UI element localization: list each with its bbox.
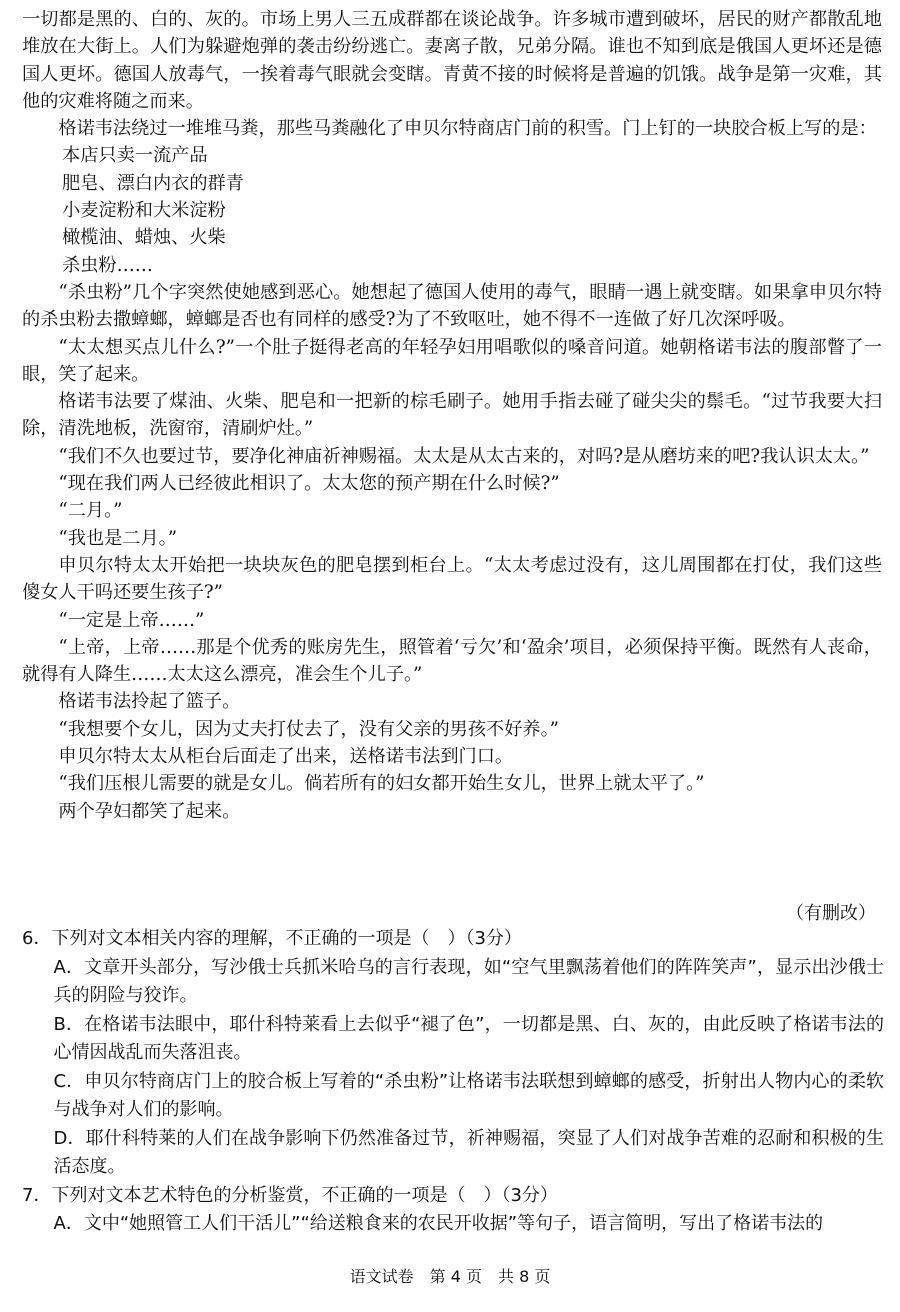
passage-paragraph: 格诺韦法拎起了篮子。	[58, 691, 241, 713]
passage-paragraph: “上帝，上帝……那是个优秀的账房先生，照管着‘亏欠’和‘盈余’项目，必须保持平衡。既然有人丧命，就得有人降生……太太这么漂亮，准会生个儿子。”	[22, 636, 882, 686]
passage-paragraph: 两个孕妇都笑了起来。	[58, 800, 241, 822]
passage-paragraph: “太太想买点儿什么?”一个肚子挺得老高的年轻孕妇用唱歌似的嗓音问道。她朝格诺韦法的腹部瞥了一眼，笑了起来。	[22, 336, 882, 385]
shop-sign-line: 肥皂、漂白内衣的群青	[62, 172, 244, 194]
question-option-a: A．文章开头部分，写沙俄士兵抓米哈乌的言行表现，如“空气里飘荡着他们的阵阵笑声”，显示出沙俄士兵的阴险与狡诈。	[53, 956, 884, 1006]
passage-paragraph: 格诺韦法要了煤油、火柴、肥皂和一把新的棕毛刷子。她用手指去碰了碰尖尖的鬃毛。“过节我要大扫除，清洗地板，洗窗帘，清刷炉灶。”	[22, 391, 882, 440]
shop-sign-line: 杀虫粉……	[62, 254, 153, 276]
passage-paragraph: “杀虫粉”几个字突然使她感到恶心。她想起了德国人使用的毒气，眼睛一遇上就变瞎。如果拿申贝尔特的杀虫粉去撒蟑螂，蟑螂是否也有同样的感受?为了不致呕吐，她不得不一连做了好几次深呼吸。	[22, 281, 882, 331]
abridged-note: （有删改）	[786, 903, 876, 924]
passage-paragraph: 申贝尔特太太从柜台后面走了出来，送格诺韦法到门口。	[58, 746, 514, 768]
shop-sign-line: 小麦淀粉和大米淀粉	[62, 200, 226, 222]
question-option-d: D．耶什科特莱的人们在战争影响下仍然准备过节，祈神赐福，突显了人们对战争苦难的忍耐和积极的生活态度。	[53, 1127, 884, 1177]
passage-paragraph: “我们压根儿需要的就是女儿。倘若所有的妇女都开始生女儿，世界上就太平了。”	[58, 773, 705, 795]
passage-paragraph: “一定是上帝……”	[58, 609, 205, 631]
question-7	[22, 1182, 884, 1239]
passage-paragraph: “二月。”	[58, 500, 123, 522]
passage-paragraph: 申贝尔特太太开始把一块块灰色的肥皂摆到柜台上。“太太考虑过没有，这儿周围都在打仗，我们这些傻女人干吗还要生孩子?”	[22, 554, 882, 604]
question-section	[22, 925, 884, 1239]
shop-sign-line: 本店只卖一流产品	[62, 145, 208, 167]
passage-paragraph: “我想要个女儿，因为丈夫打仗去了，没有父亲的男孩不好养。”	[58, 718, 559, 740]
passage-paragraph: “现在我们两人已经彼此相识了。太太您的预产期在什么时候?”	[58, 473, 560, 495]
question-stem: 7．下列对文本艺术特色的分析鉴赏，不正确的一项是（ ）（3分）	[22, 1184, 558, 1206]
question-6	[22, 925, 884, 1182]
question-option-a: A．文中“她照管工人们干活儿”“给送粮食来的农民开收据”等句子，语言简明，写出了格诺韦法的	[53, 1213, 824, 1234]
shop-sign-line: 橄榄油、蜡烛、火柴	[62, 227, 226, 249]
page-footer: 语文试卷 第 4 页 共 8 页	[349, 1267, 551, 1286]
reading-passage	[22, 6, 882, 825]
passage-paragraph: 一切都是黑的、白的、灰的。市场上男人三五成群都在谈论战争。许多城市遭到破坏，居民的财产都散乱地堆放在大街上。人们为躲避炮弹的袭击纷纷逃亡。妻离子散，兄弟分隔。谁也不知到底是俄国人更坏还是德国人更坏。德国人放毒气，一挨着毒气眼就会变瞎。青黄不接的时候将是普遍的饥饿。战争是第一灾难，其他的灾难将随之而来。	[22, 9, 882, 112]
question-option-b: B．在格诺韦法眼中，耶什科特莱看上去似乎“褪了色”，一切都是黑、白、灰的，由此反映了格诺韦法的心情因战乱而失落沮丧。	[53, 1013, 884, 1063]
question-stem: 6．下列对文本相关内容的理解，不正确的一项是（ ）（3分）	[22, 928, 522, 949]
passage-paragraph: 格诺韦法绕过一堆堆马粪，那些马粪融化了申贝尔特商店门前的积雪。门上钉的一块胶合板上写的是：	[58, 118, 877, 140]
passage-paragraph: “我们不久也要过节，要净化神庙祈神赐福。太太是从太古来的，对吗?是从磨坊来的吧?我认识太太。”	[58, 445, 870, 467]
question-option-c: C．申贝尔特商店门上的胶合板上写着的“杀虫粉”让格诺韦法联想到蟑螂的感受，折射出人物内心的柔软与战争对人们的影响。	[53, 1070, 884, 1120]
passage-paragraph: “我也是二月。”	[58, 527, 178, 549]
